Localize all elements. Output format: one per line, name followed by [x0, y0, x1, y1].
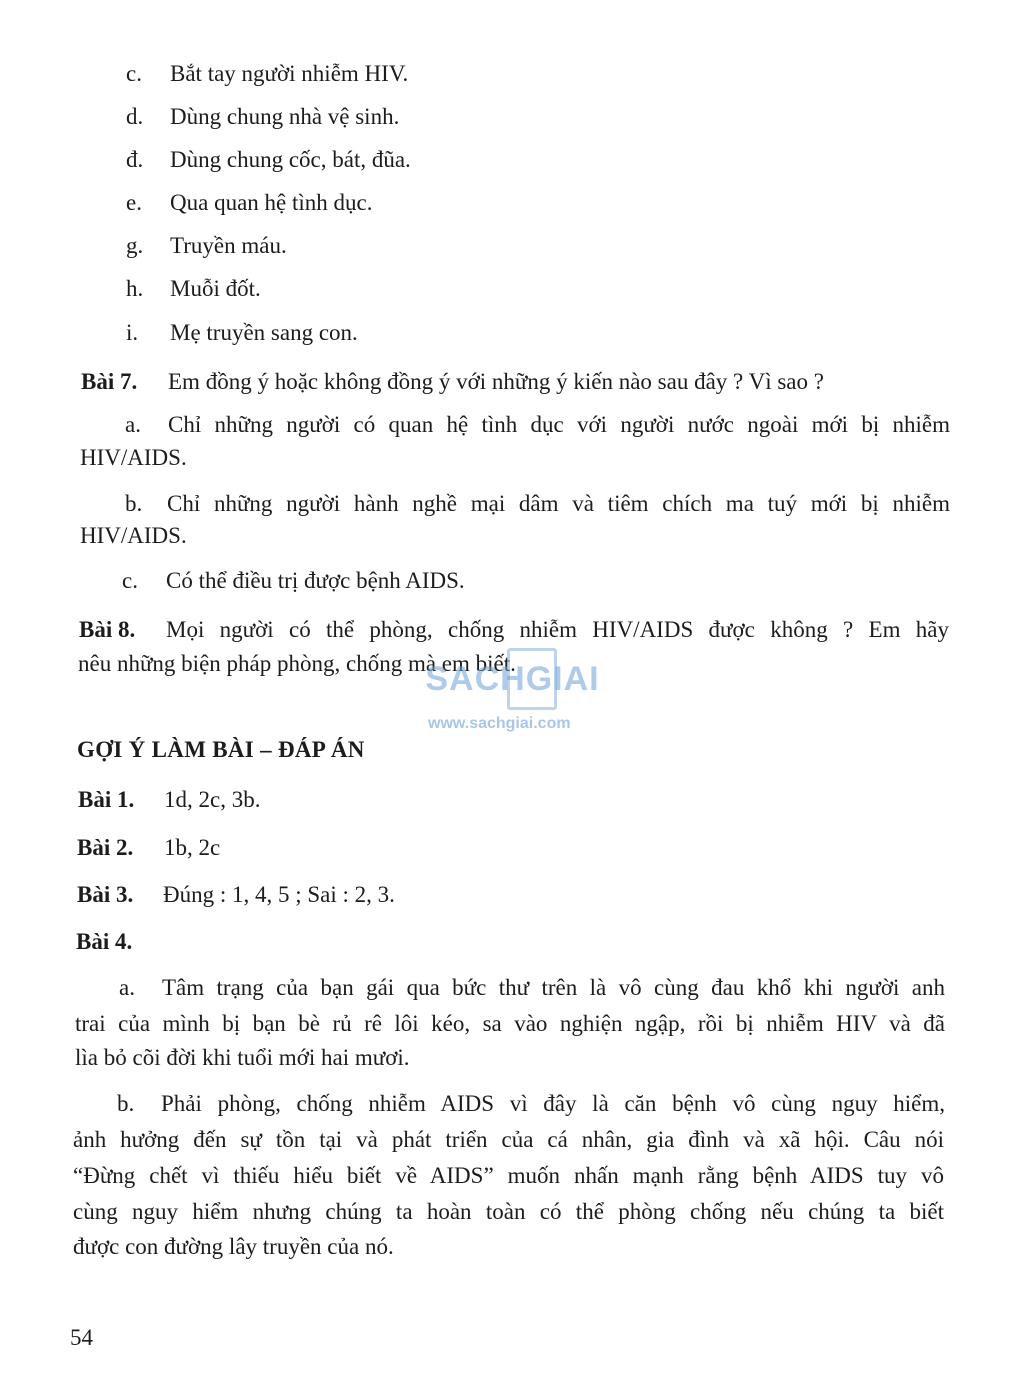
exercise-question-cont: nêu những biện pháp phòng, chống mà em biết.	[78, 651, 516, 676]
watermark-url: www.sachgiai.com	[428, 715, 571, 732]
page-number: 54	[70, 1325, 93, 1350]
item-text: Truyền máu.	[170, 233, 287, 258]
answer-label: Bài 4.	[76, 929, 133, 954]
answer-text: Đúng : 1, 4, 5 ; Sai : 2, 3.	[163, 882, 395, 907]
paragraph-line: ảnh hưởng đến sự tồn tại và phát triển của cá nhân, gia đình và xã hội. Câu nói	[73, 1127, 944, 1152]
paragraph-label: a.	[119, 975, 135, 1000]
item-text: Dùng chung cốc, bát, đũa.	[170, 147, 411, 172]
answer-text: 1b, 2c	[164, 835, 221, 860]
answer-label: Bài 3.	[77, 882, 134, 907]
paragraph-line: trai của mình bị bạn bè rủ rê lôi kéo, sa vào nghiện ngập, rồi bị nhiễm HIV và đã	[75, 1011, 945, 1036]
option-text: Chỉ những người hành nghề mại dâm và tiêm chích ma tuý mới bị nhiễm	[167, 491, 950, 516]
option-text-cont: HIV/AIDS.	[80, 445, 187, 470]
option-label: a.	[125, 412, 141, 437]
paragraph-line: Tâm trạng của bạn gái qua bức thư trên là vô cùng đau khổ khi người anh	[162, 975, 945, 1000]
item-label: g.	[126, 233, 144, 258]
paragraph-line: cùng nguy hiểm nhưng chúng ta hoàn toàn có thể phòng chống nếu chúng ta biết	[73, 1199, 944, 1224]
exercise-label: Bài 7.	[81, 369, 138, 394]
watermark-brand: SACHGIAI	[425, 660, 600, 698]
paragraph-line: “Đừng chết vì thiếu hiểu biết về AIDS” muốn nhấn mạnh rằng bệnh AIDS tuy vô	[73, 1163, 944, 1188]
answer-label: Bài 2.	[77, 835, 134, 860]
paragraph-line: Phải phòng, chống nhiễm AIDS vì đây là căn bệnh vô cùng nguy hiểm,	[161, 1091, 945, 1116]
item-text: Bắt tay người nhiễm HIV.	[170, 61, 409, 86]
exercise-question: Mọi người có thể phòng, chống nhiễm HIV/AIDS được không ? Em hãy	[166, 617, 949, 642]
item-label: đ.	[126, 147, 144, 172]
item-text: Dùng chung nhà vệ sinh.	[170, 104, 400, 129]
option-label: b.	[125, 491, 143, 516]
item-label: i.	[126, 320, 139, 345]
item-text: Qua quan hệ tình dục.	[170, 190, 373, 215]
item-label: e.	[126, 190, 142, 215]
paragraph-label: b.	[117, 1091, 135, 1116]
paragraph-line: được con đường lây truyền của nó.	[73, 1234, 394, 1259]
item-label: d.	[126, 104, 144, 129]
exercise-question: Em đồng ý hoặc không đồng ý với những ý kiến nào sau đây ? Vì sao ?	[168, 369, 824, 394]
option-text: Có thể điều trị được bệnh AIDS.	[166, 568, 465, 593]
answer-label: Bài 1.	[78, 787, 135, 812]
item-label: h.	[126, 276, 144, 301]
paragraph-line: lìa bỏ cõi đời khi tuổi mới hai mươi.	[75, 1045, 410, 1070]
option-text: Chỉ những người có quan hệ tình dục với người nước ngoài mới bị nhiễm	[168, 412, 950, 437]
answer-text: 1d, 2c, 3b.	[164, 787, 261, 812]
section-heading: GỢI Ý LÀM BÀI – ĐÁP ÁN	[77, 737, 365, 762]
option-text-cont: HIV/AIDS.	[80, 523, 187, 548]
exercise-label: Bài 8.	[79, 617, 136, 642]
item-label: c.	[126, 61, 142, 86]
item-text: Mẹ truyền sang con.	[170, 320, 358, 345]
option-label: c.	[122, 568, 138, 593]
item-text: Muỗi đốt.	[170, 276, 261, 301]
